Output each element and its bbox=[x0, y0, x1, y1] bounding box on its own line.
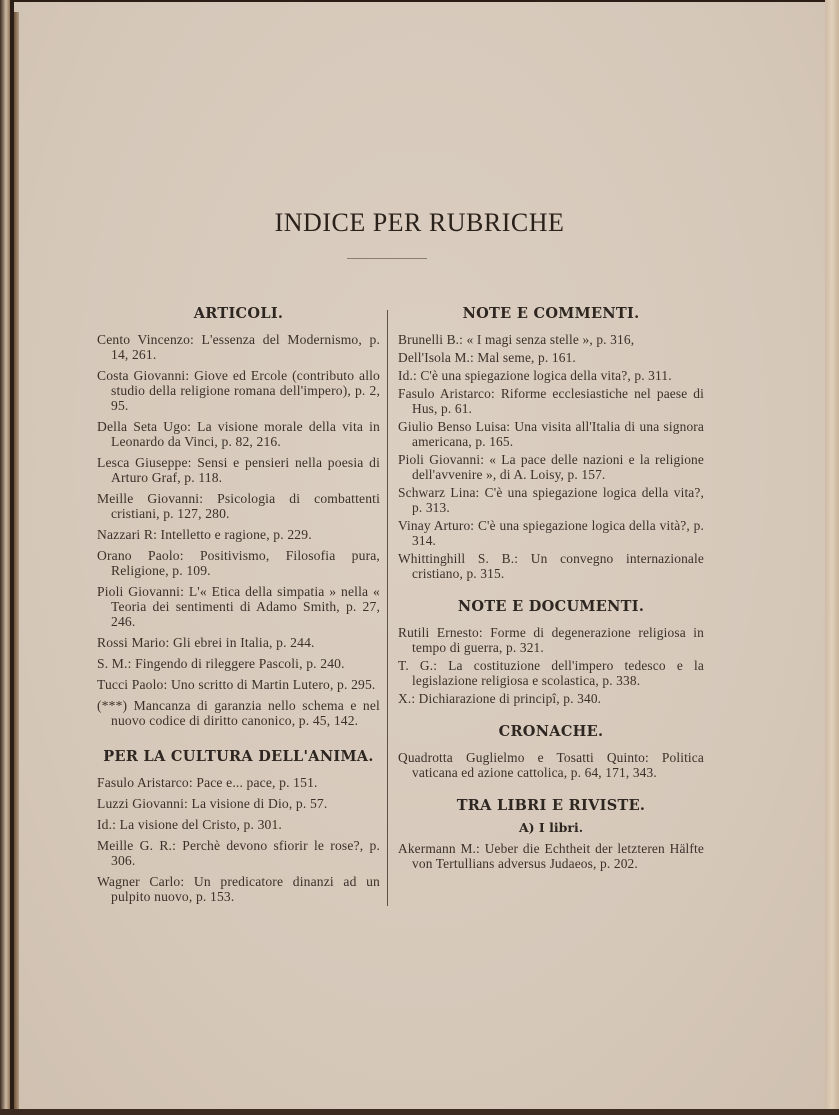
section-cultura-anima bbox=[97, 748, 380, 904]
index-entry: X.: Dichiarazione di principî, p. 340. bbox=[398, 691, 602, 706]
index-entry: Wagner Carlo: Un predicatore dinanzi ad un pulpito nuovo, p. 153. bbox=[97, 874, 380, 904]
index-entry: Orano Paolo: Positivismo, Filosofia pura, Religione, p. 109. bbox=[97, 548, 380, 578]
section-note-documenti bbox=[398, 598, 704, 706]
section-note-commenti bbox=[398, 305, 704, 581]
page-title: INDICE PER RUBRICHE bbox=[274, 208, 565, 237]
index-entry: Meille G. R.: Perchè devono sfiorir le rose?, p. 306. bbox=[97, 838, 380, 868]
index-entry: Della Seta Ugo: La visione morale della vita in Leonardo da Vinci, p. 82, 216. bbox=[97, 419, 380, 449]
index-entry: Pioli Giovanni: « La pace delle nazioni e la religione dell'avvenire », di A. Loisy, p. 157. bbox=[398, 452, 704, 482]
index-entry: Whittinghill S. B.: Un convegno internazionale cristiano, p. 315. bbox=[398, 551, 704, 581]
book-bottom-edge bbox=[0, 1109, 839, 1115]
index-entry: Luzzi Giovanni: La visione di Dio, p. 57. bbox=[97, 796, 328, 811]
index-entry: Fasulo Aristarco: Riforme ecclesiastiche nel paese di Hus, p. 61. bbox=[398, 386, 704, 416]
title-rule bbox=[347, 258, 427, 259]
book-spine bbox=[14, 12, 19, 1110]
index-entry: Lesca Giuseppe: Sensi e pensieri nella poesia di Arturo Graf, p. 118. bbox=[97, 455, 380, 485]
section-heading: PER LA CULTURA DELL'ANIMA. bbox=[103, 748, 374, 765]
index-entry: Costa Giovanni: Giove ed Ercole (contributo allo studio della religione romana dell'impero), p. 2, 95. bbox=[97, 368, 380, 413]
section-heading: ARTICOLI. bbox=[193, 305, 284, 322]
section-heading: CRONACHE. bbox=[498, 723, 604, 740]
index-entry: Nazzari R: Intelletto e ragione, p. 229. bbox=[97, 527, 312, 542]
index-entry: Tucci Paolo: Uno scritto di Martin Lutero, p. 295. bbox=[97, 677, 376, 692]
index-entry: Schwarz Lina: C'è una spiegazione logica della vita?, p. 313. bbox=[398, 485, 704, 515]
left-column bbox=[97, 305, 380, 910]
index-entry: (***) Mancanza di garanzia nello schema e nel nuovo codice di diritto canonico, p. 45, 142. bbox=[97, 698, 380, 728]
index-entry: Id.: C'è una spiegazione logica della vita?, p. 311. bbox=[398, 368, 672, 383]
book-left-edge bbox=[0, 0, 10, 1115]
index-entry: Brunelli B.: « I magi senza stelle », p. 316, bbox=[398, 332, 635, 347]
section-articoli bbox=[97, 305, 380, 728]
index-entry: Dell'Isola M.: Mal seme, p. 161. bbox=[398, 350, 576, 365]
index-entry: Cento Vincenzo: L'essenza del Modernismo, p. 14, 261. bbox=[97, 332, 380, 362]
index-entry: Rossi Mario: Gli ebrei in Italia, p. 244. bbox=[97, 635, 315, 650]
index-entry: Vinay Arturo: C'è una spiegazione logica della vità?, p. 314. bbox=[398, 518, 704, 548]
index-entry: Pioli Giovanni: L'« Etica della simpatia » nella « Teoria dei sentimenti di Adamo Smith, p. 27, 246. bbox=[97, 584, 380, 629]
index-entry: Akermann M.: Ueber die Echtheit der letzteren Hälfte von Tertullians adversus Judaeos, p. 202. bbox=[398, 841, 704, 871]
index-entry: T. G.: La costituzione dell'impero tedesco e la legislazione religiosa e scolastica, p. 338. bbox=[398, 658, 704, 688]
column-divider bbox=[387, 310, 388, 906]
index-entry: Fasulo Aristarco: Pace e... pace, p. 151. bbox=[97, 775, 318, 790]
section-heading: TRA LIBRI E RIVISTE. bbox=[456, 797, 646, 814]
index-entry: Meille Giovanni: Psicologia di combattenti cristiani, p. 127, 280. bbox=[97, 491, 380, 521]
section-heading: NOTE E DOCUMENTI. bbox=[457, 598, 645, 615]
section-cronache bbox=[398, 723, 704, 780]
index-entry: Id.: La visione del Cristo, p. 301. bbox=[97, 817, 282, 832]
section-subheading: A) I libri. bbox=[518, 820, 584, 835]
book-right-edge bbox=[825, 0, 839, 1115]
index-entry: S. M.: Fingendo di rileggere Pascoli, p. 240. bbox=[97, 656, 345, 671]
section-tra-libri-riviste bbox=[398, 797, 704, 871]
index-entry: Giulio Benso Luisa: Una visita all'Italia di una signora americana, p. 165. bbox=[398, 419, 704, 449]
index-entry: Rutili Ernesto: Forme di degenerazione religiosa in tempo di guerra, p. 321. bbox=[398, 625, 704, 655]
right-column bbox=[398, 305, 704, 874]
index-entry: Quadrotta Guglielmo e Tosatti Quinto: Politica vaticana ed azione cattolica, p. 64, 171, 343. bbox=[398, 750, 704, 780]
section-heading: NOTE E COMMENTI. bbox=[462, 305, 640, 322]
